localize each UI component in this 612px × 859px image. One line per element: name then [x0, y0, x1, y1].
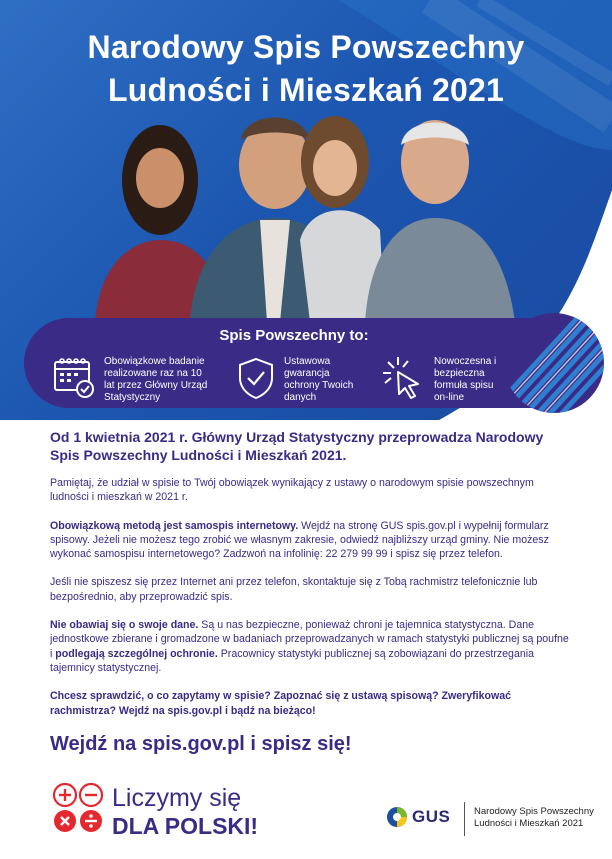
person-older-man	[365, 120, 515, 322]
main-content	[50, 428, 570, 756]
method-details: Wejdź na stronę GUS spis.gov.pl i wypełnij formularz spisowy. Jeżeli nie możesz tego zrobić we własnym zakresie, odwiedź najbliższy urząd gminy. Nie możesz wykonać samospisu internetowego? Zadzwoń na infolinię: 22 279 99 99 i spisz się przez telefon.	[50, 519, 549, 561]
privacy-closing: Pracownicy statystyki publicznej są zobowiązani do przestrzegania tajemnicy statystycznej.	[50, 647, 534, 674]
gus-caption	[474, 806, 594, 830]
privacy-paragraph	[50, 618, 570, 675]
method-paragraph	[50, 519, 570, 562]
privacy-emphasis: Nie obawiaj się o swoje dane.	[50, 619, 199, 632]
gus-caption-line-1: Narodowy Spis Powszechny	[474, 806, 594, 817]
privacy-protection-emphasis: podlegają szczególnej ochronie.	[55, 647, 218, 660]
cursor-click-icon	[380, 356, 426, 400]
feature-obligatory	[52, 356, 212, 404]
slogan-line-2: DLA POLSKI!	[112, 813, 259, 839]
feature-obligatory-text: Obowiązkowe badanie realizowane raz na 10 lat przez Główny Urząd Statystyczny	[104, 356, 208, 403]
family-photo	[95, 100, 515, 322]
method-emphasis: Obowiązkową metodą jest samospis internetowy.	[50, 519, 299, 532]
banner-title: Spis Powszechny to:	[219, 327, 369, 344]
privacy-details: Są u nas bezpieczne, ponieważ chroni je tajemnica statystyczna. Dane jednostkowe zbierane i gromadzone w badaniach przeprowadzanych w ramach statystyki publicznej są poufne i	[50, 619, 569, 660]
feature-online	[380, 356, 506, 404]
shield-check-icon	[236, 356, 276, 400]
gus-caption-line-2: Ludności i Mieszkań 2021	[474, 818, 584, 829]
footer-divider	[464, 802, 465, 836]
gus-logo	[386, 806, 450, 828]
call-to-action: Wejdź na spis.gov.pl i spisz się!	[50, 732, 352, 755]
title-line-2: Ludności i Mieszkań 2021	[107, 72, 505, 108]
striped-circle-graphic	[502, 312, 606, 414]
slogan-line-1: Liczymy się	[112, 784, 242, 812]
info-banner	[24, 318, 564, 408]
title-line-1: Narodowy Spis Powszechny	[87, 29, 525, 65]
obligation-paragraph: Pamiętaj, że udział w spisie to Twój obowiązek wynikający z ustawy o narodowym spisie powszechnym ludności i mieszkań w 2021 r.	[50, 477, 534, 504]
feature-data-protection	[236, 356, 360, 404]
feature-online-text: Nowoczesna i bezpieczna formuła spisu on-line	[434, 356, 497, 403]
enumerator-paragraph: Jeśli nie spiszesz się przez Internet ani przez telefon, skontaktuje się z Tobą rachmistrz telefonicznie lub bezpośrednio, aby przeprowadzić spis.	[50, 576, 538, 603]
feature-data-protection-text: Ustawowa gwarancja ochrony Twoich danych	[284, 356, 354, 403]
questions-paragraph: Chcesz sprawdzić, o co zapytamy w spisie? Zapoznać się z ustawą spisową? Zweryfikować rachmistrza? Wejdź na spis.gov.pl i bądź na bieżąco!	[50, 690, 511, 717]
lead-paragraph: Od 1 kwietnia 2021 r. Główny Urząd Statystyczny przeprowadza Narodowy Spis Powszechny Ludności i Mieszkań 2021.	[50, 429, 544, 463]
gus-logo-icon	[386, 806, 408, 828]
calendar-check-icon	[52, 356, 96, 400]
gus-logo-text: GUS	[412, 807, 451, 826]
math-symbols-logo-icon	[52, 782, 104, 834]
